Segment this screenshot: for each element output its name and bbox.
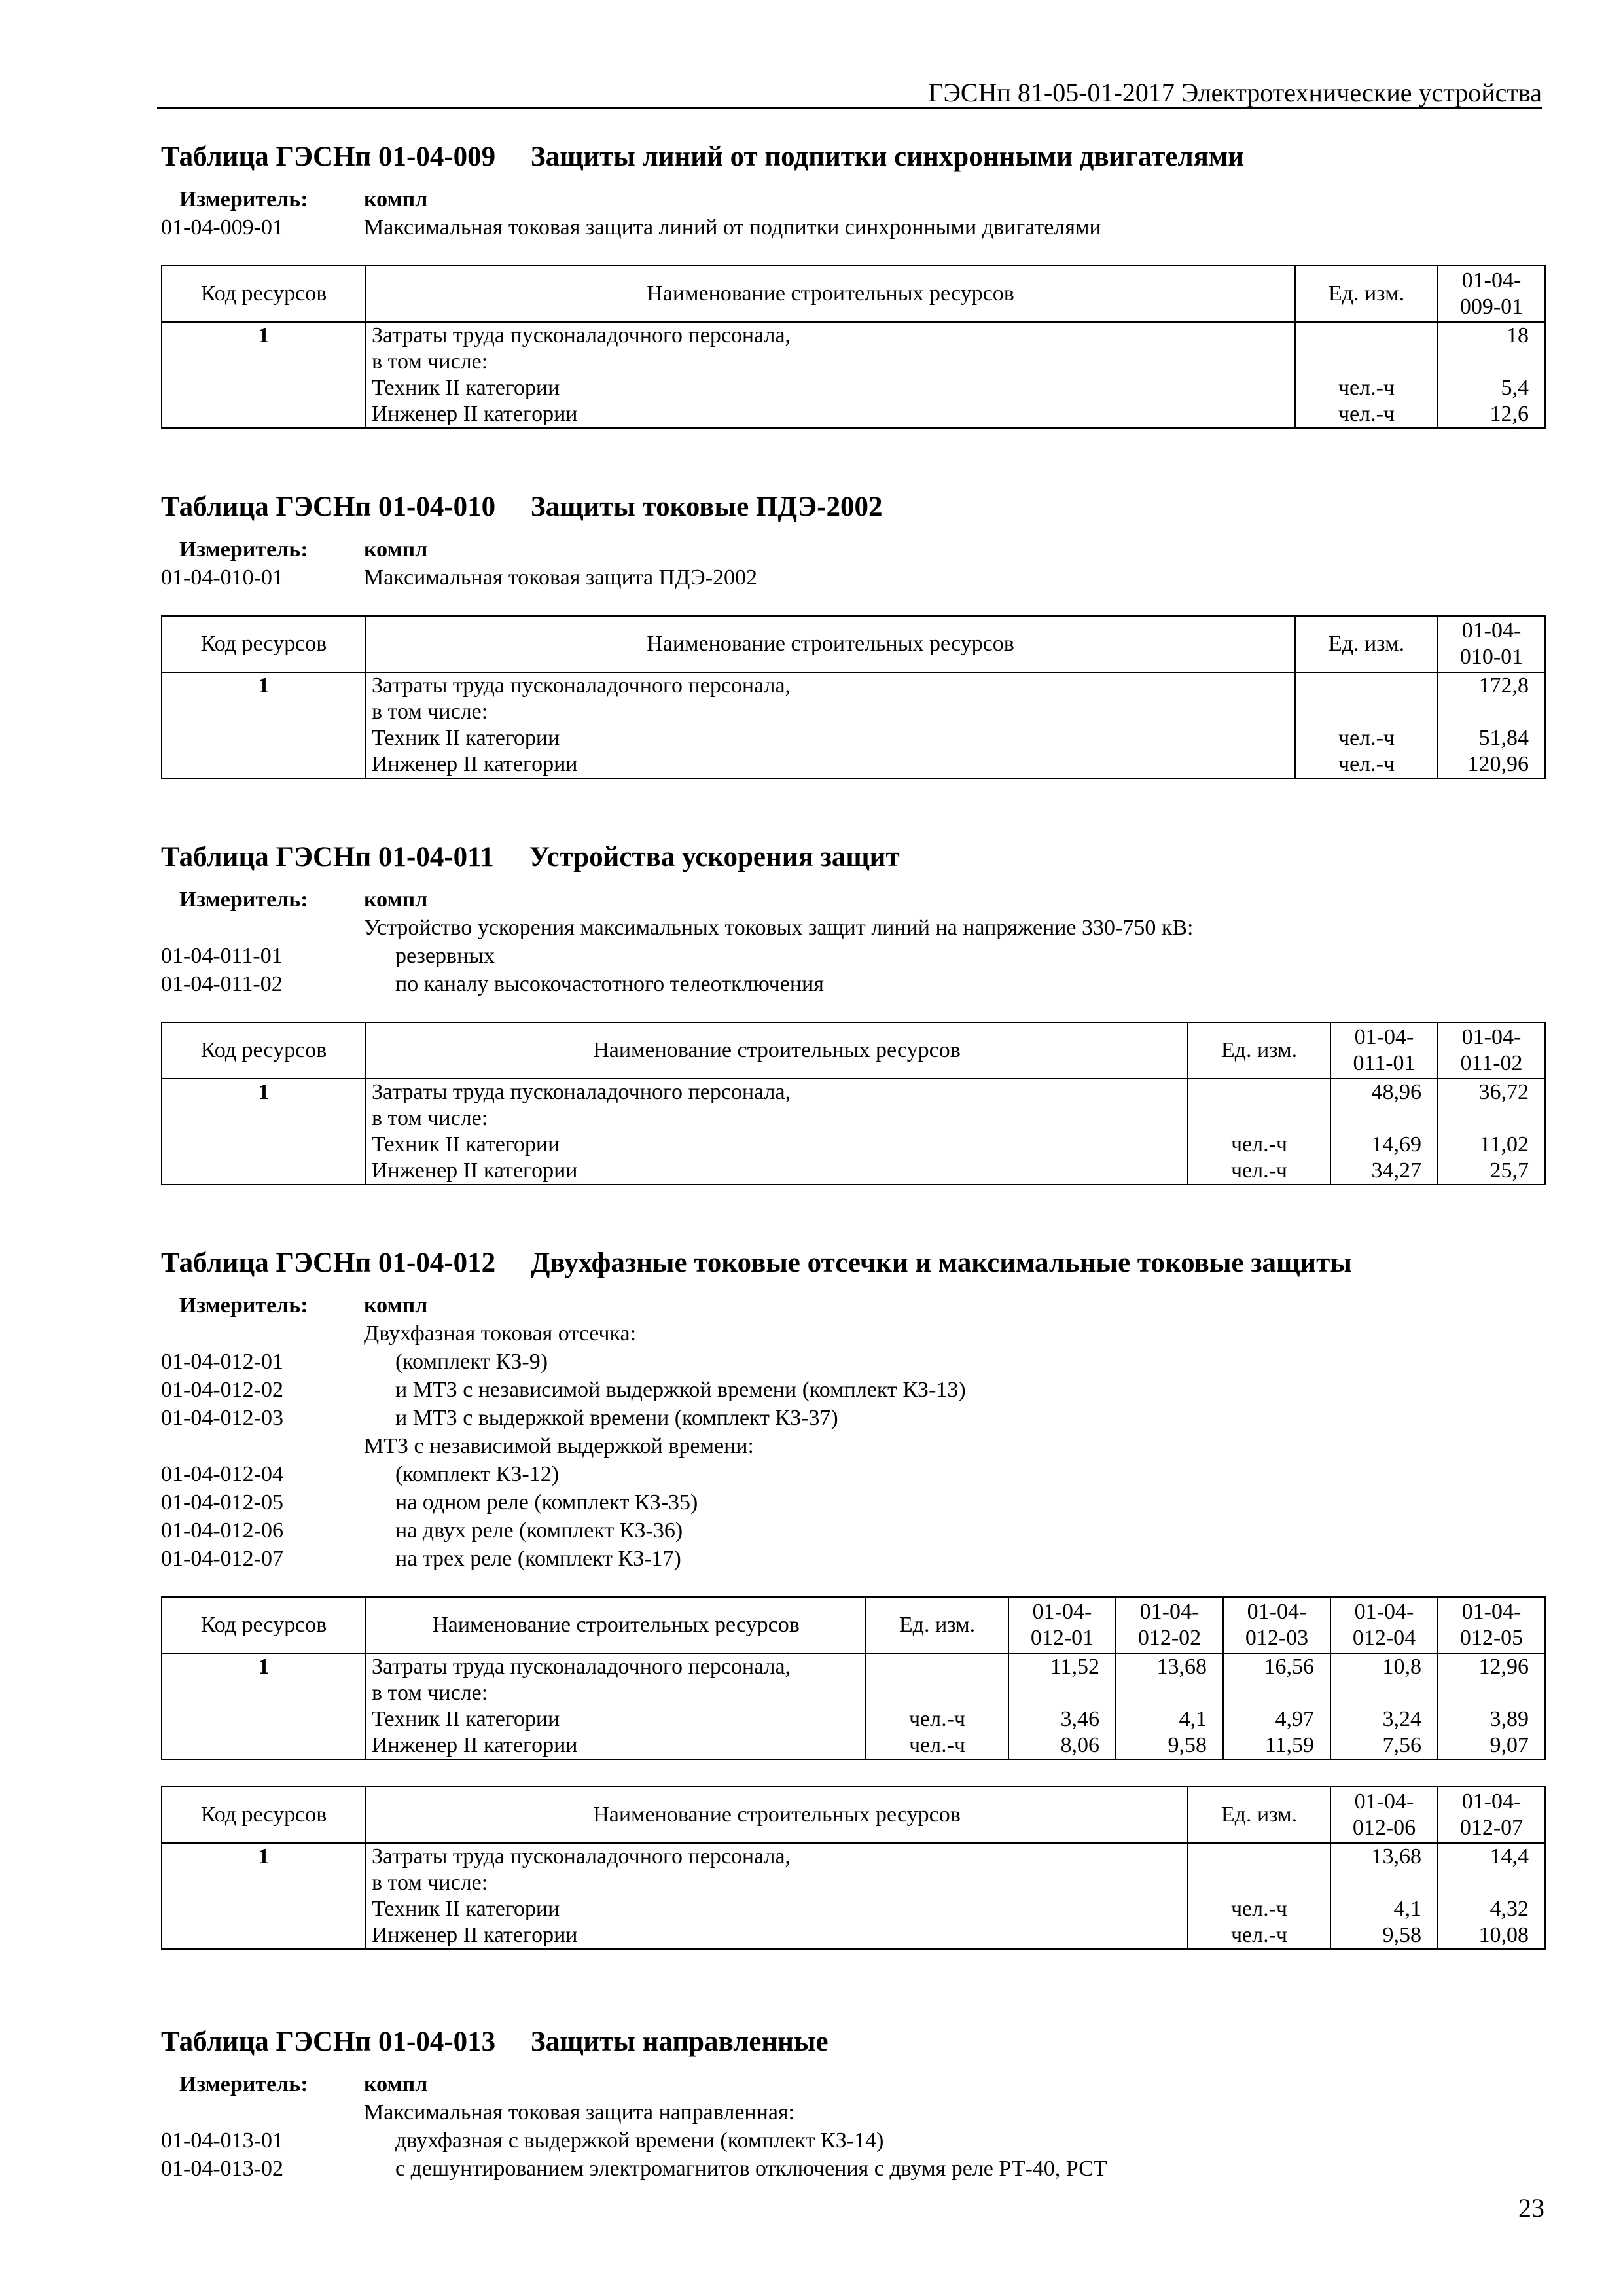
item-code: 01-04-010-01 (161, 565, 283, 590)
section-01-04-010 (161, 491, 1546, 779)
col-norm: 01-04- 011-02 (1438, 1022, 1545, 1079)
value: 10,8 (1330, 1653, 1438, 1680)
item-code: 01-04-012-06 (161, 1518, 283, 1543)
col-code: Код ресурсов (162, 266, 366, 322)
value: 4,1 (1330, 1896, 1438, 1922)
item-code: 01-04-012-03 (161, 1406, 283, 1430)
item-text: на одном реле (комплект КЗ-35) (395, 1490, 698, 1515)
value: 11,02 (1438, 1132, 1545, 1158)
row-name: в том числе: (366, 1870, 1188, 1896)
measure-label: Измеритель: (179, 1293, 308, 1318)
value: 172,8 (1438, 672, 1545, 699)
item-text: на двух реле (комплект КЗ-36) (395, 1518, 683, 1543)
value: 14,69 (1330, 1132, 1438, 1158)
col-name: Наименование строительных ресурсов (366, 1022, 1188, 1079)
col-code: Код ресурсов (162, 616, 366, 672)
row-name: Инженер II категории (366, 1732, 866, 1759)
value: 25,7 (1438, 1158, 1545, 1185)
item-text: двухфазная с выдержкой времени (комплект КЗ-14) (395, 2128, 884, 2153)
row-name: в том числе: (366, 1680, 866, 1706)
measure-label: Измеритель: (179, 187, 308, 211)
table-title: Таблица ГЭСНп 01-04-012 Двухфазные токовые отсечки и максимальные токовые защиты (161, 1247, 1352, 1278)
col-unit: Ед. изм. (866, 1597, 1008, 1653)
row-unit: чел.-ч (1188, 1922, 1330, 1949)
item-code: 01-04-011-02 (161, 972, 283, 996)
col-norm: 01-04- 011-01 (1330, 1022, 1438, 1079)
value: 9,07 (1438, 1732, 1545, 1759)
row-name: в том числе: (366, 349, 1295, 375)
row-name: в том числе: (366, 699, 1295, 725)
col-code: Код ресурсов (162, 1022, 366, 1079)
intro-text: Двухфазная токовая отсечка: (364, 1321, 637, 1346)
row-code: 1 (162, 1079, 366, 1105)
col-norm: 01-04- 012-07 (1438, 1787, 1545, 1843)
value: 7,56 (1330, 1732, 1438, 1759)
running-title: ГЭСНп 81-05-01-2017 Электротехнические устройства (928, 78, 1542, 107)
row-code: 1 (162, 672, 366, 699)
row-unit: чел.-ч (866, 1706, 1008, 1732)
row-name: Инженер II категории (366, 751, 1295, 778)
measure-block (161, 535, 1546, 592)
item-code: 01-04-013-01 (161, 2128, 283, 2153)
value: 16,56 (1223, 1653, 1330, 1680)
row-unit: чел.-ч (1188, 1896, 1330, 1922)
value: 8,06 (1008, 1732, 1116, 1759)
row-unit: чел.-ч (1188, 1132, 1330, 1158)
col-norm: 01-04- 012-03 (1223, 1597, 1330, 1653)
item-code: 01-04-012-04 (161, 1462, 283, 1486)
value: 18 (1438, 322, 1545, 349)
col-name: Наименование строительных ресурсов (366, 616, 1295, 672)
resource-table (161, 615, 1546, 779)
value: 120,96 (1438, 751, 1545, 778)
row-code: 1 (162, 1653, 366, 1680)
row-name: Техник II категории (366, 1896, 1188, 1922)
section-01-04-009 (161, 141, 1546, 429)
value: 4,97 (1223, 1706, 1330, 1732)
row-name: Затраты труда пусконаладочного персонала, (366, 1079, 1188, 1105)
value: 3,46 (1008, 1706, 1116, 1732)
row-name: Техник II категории (366, 725, 1295, 751)
item-text: и МТЗ с выдержкой времени (комплект КЗ-37) (395, 1406, 838, 1430)
item-code: 01-04-012-07 (161, 1547, 283, 1571)
row-unit: чел.-ч (866, 1732, 1008, 1759)
value: 13,68 (1116, 1653, 1223, 1680)
item-code: 01-04-012-01 (161, 1350, 283, 1374)
value: 12,96 (1438, 1653, 1545, 1680)
item-code: 01-04-009-01 (161, 215, 283, 240)
col-norm: 01-04- 012-04 (1330, 1597, 1438, 1653)
row-name: Затраты труда пусконаладочного персонала, (366, 322, 1295, 349)
item-text: с дешунтированием электромагнитов отключения с двумя реле РТ-40, РСТ (395, 2157, 1107, 2181)
table-title: Таблица ГЭСНп 01-04-011 Устройства ускорения защит (161, 842, 900, 872)
col-name: Наименование строительных ресурсов (366, 1787, 1188, 1843)
col-unit: Ед. изм. (1295, 266, 1438, 322)
row-name: Инженер II категории (366, 401, 1295, 428)
value: 9,58 (1116, 1732, 1223, 1759)
row-unit: чел.-ч (1295, 725, 1438, 751)
row-name: Техник II категории (366, 375, 1295, 401)
measure-block (161, 886, 1546, 998)
running-header (157, 73, 1542, 109)
row-name: Инженер II категории (366, 1158, 1188, 1185)
section-01-04-013 (161, 2026, 1546, 2183)
col-code: Код ресурсов (162, 1787, 366, 1843)
value: 13,68 (1330, 1843, 1438, 1870)
item-text: на трех реле (комплект КЗ-17) (395, 1547, 681, 1571)
resource-table-a (161, 1596, 1546, 1760)
item-code: 01-04-012-05 (161, 1490, 283, 1515)
row-code: 1 (162, 322, 366, 349)
resource-table (161, 1022, 1546, 1185)
value: 3,89 (1438, 1706, 1545, 1732)
col-name: Наименование строительных ресурсов (366, 266, 1295, 322)
item-text: и МТЗ с независимой выдержкой времени (комплект КЗ-13) (395, 1378, 966, 1402)
section-01-04-011 (161, 841, 1546, 1185)
value: 34,27 (1330, 1158, 1438, 1185)
resource-table-b (161, 1786, 1546, 1950)
col-norm: 01-04- 012-01 (1008, 1597, 1116, 1653)
table-title: Таблица ГЭСНп 01-04-009 Защиты линий от подпитки синхронными двигателями (161, 141, 1244, 172)
col-norm: 01-04- 009-01 (1438, 266, 1545, 322)
row-code: 1 (162, 1843, 366, 1870)
col-norm: 01-04- 010-01 (1438, 616, 1545, 672)
col-code: Код ресурсов (162, 1597, 366, 1653)
row-name: в том числе: (366, 1105, 1188, 1132)
row-unit: чел.-ч (1295, 751, 1438, 778)
intro-text: МТЗ с независимой выдержкой времени: (364, 1434, 754, 1458)
col-norm: 01-04- 012-05 (1438, 1597, 1545, 1653)
value: 4,1 (1116, 1706, 1223, 1732)
item-text: (комплект КЗ-12) (395, 1462, 560, 1486)
col-name: Наименование строительных ресурсов (366, 1597, 866, 1653)
measure-unit: компл (364, 1293, 428, 1318)
value: 4,32 (1438, 1896, 1545, 1922)
measure-label: Измеритель: (179, 537, 308, 562)
value: 11,52 (1008, 1653, 1116, 1680)
measure-block (161, 1291, 1546, 1573)
row-name: Затраты труда пусконаладочного персонала, (366, 672, 1295, 699)
row-name: Инженер II категории (366, 1922, 1188, 1949)
item-text: по каналу высокочастотного телеотключения (395, 972, 824, 996)
measure-unit: компл (364, 2072, 428, 2096)
value: 48,96 (1330, 1079, 1438, 1105)
value: 10,08 (1438, 1922, 1545, 1949)
row-name: Затраты труда пусконаладочного персонала, (366, 1843, 1188, 1870)
row-unit: чел.-ч (1295, 375, 1438, 401)
table-title: Таблица ГЭСНп 01-04-013 Защиты направленные (161, 2026, 829, 2057)
measure-unit: компл (364, 888, 428, 912)
value: 51,84 (1438, 725, 1545, 751)
value: 14,4 (1438, 1843, 1545, 1870)
page-number: 23 (1518, 2193, 1544, 2223)
intro-text: Устройство ускорения максимальных токовых защит линий на напряжение 330-750 кВ: (364, 916, 1194, 940)
row-name: Затраты труда пусконаладочного персонала, (366, 1653, 866, 1680)
measure-unit: компл (364, 187, 428, 211)
value: 11,59 (1223, 1732, 1330, 1759)
measure-block (161, 185, 1546, 242)
col-unit: Ед. изм. (1188, 1787, 1330, 1843)
item-text: резервных (395, 944, 495, 968)
section-01-04-012 (161, 1247, 1546, 1950)
measure-block (161, 2070, 1546, 2183)
col-norm: 01-04- 012-02 (1116, 1597, 1223, 1653)
value: 12,6 (1438, 401, 1545, 428)
intro-text: Максимальная токовая защита направленная: (364, 2100, 795, 2125)
item-code: 01-04-012-02 (161, 1378, 283, 1402)
measure-label: Измеритель: (179, 888, 308, 912)
measure-unit: компл (364, 537, 428, 562)
value: 3,24 (1330, 1706, 1438, 1732)
item-text: Максимальная токовая защита ПДЭ-2002 (364, 565, 758, 590)
item-code: 01-04-011-01 (161, 944, 283, 968)
measure-label: Измеритель: (179, 2072, 308, 2096)
row-name: Техник II категории (366, 1132, 1188, 1158)
item-text: (комплект КЗ-9) (395, 1350, 548, 1374)
row-unit: чел.-ч (1295, 401, 1438, 428)
col-unit: Ед. изм. (1295, 616, 1438, 672)
value: 36,72 (1438, 1079, 1545, 1105)
value: 9,58 (1330, 1922, 1438, 1949)
table-title: Таблица ГЭСНп 01-04-010 Защиты токовые ПДЭ-2002 (161, 492, 883, 522)
row-name: Техник II категории (366, 1706, 866, 1732)
item-code: 01-04-013-02 (161, 2157, 283, 2181)
resource-table (161, 265, 1546, 429)
row-unit: чел.-ч (1188, 1158, 1330, 1185)
col-norm: 01-04- 012-06 (1330, 1787, 1438, 1843)
item-text: Максимальная токовая защита линий от подпитки синхронными двигателями (364, 215, 1101, 240)
col-unit: Ед. изм. (1188, 1022, 1330, 1079)
value: 5,4 (1438, 375, 1545, 401)
